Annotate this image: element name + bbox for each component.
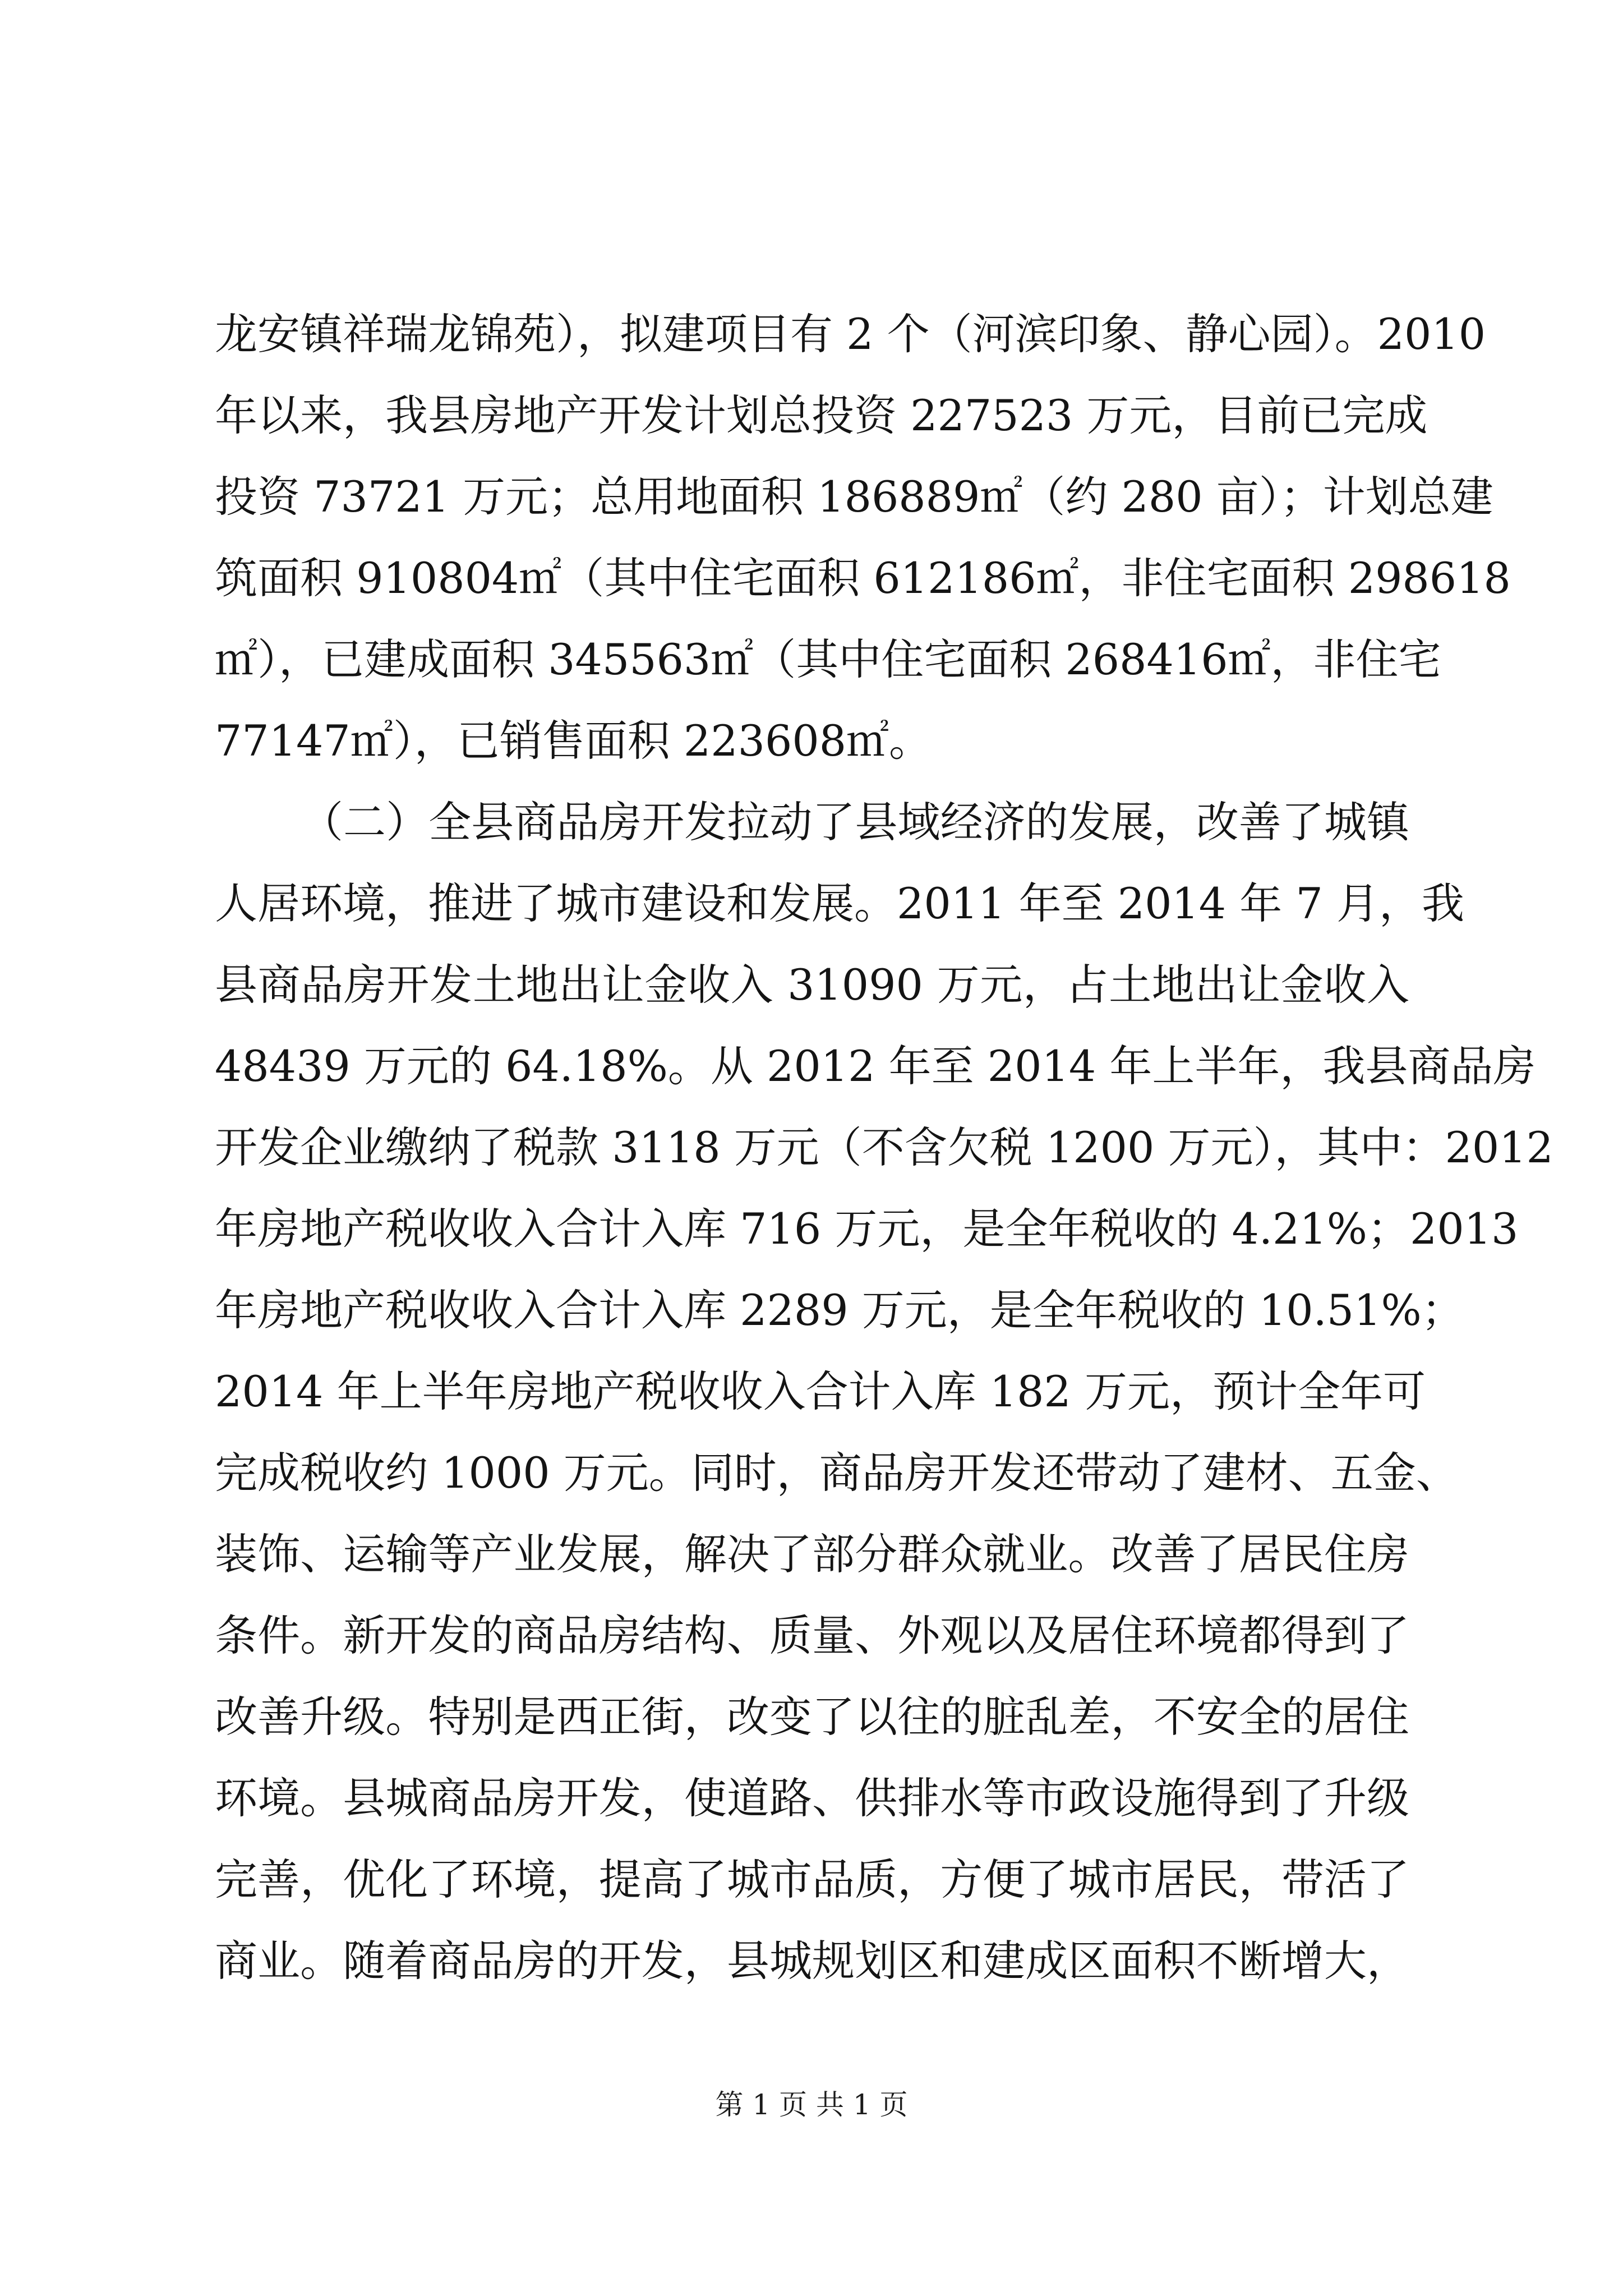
text-line-19: 环境。县城商品房开发，使道路、供排水等市政设施得到了升级 (215, 1773, 1409, 1823)
text-line-13: 年房地产税收收入合计入库 2289 万元，是全年税收的 10.51%； (215, 1285, 1464, 1335)
text-line-11: 开发企业缴纳了税款 3118 万元（不含欠税 1200 万元），其中：2012 (215, 1122, 1553, 1172)
text-line-9: 县商品房开发土地出让金收入 31090 万元，占土地出让金收入 (215, 960, 1409, 1010)
text-line-10: 48439 万元的 64.18%。从 2012 年至 2014 年上半年，我县商品房 (215, 1041, 1536, 1091)
text-line-4: 筑面积 910804㎡（其中住宅面积 612186㎡，非住宅面积 298618 (215, 553, 1511, 603)
paragraph-2-first-line: （二）全县商品房开发拉动了县域经济的发展，改善了城镇 (301, 797, 1409, 847)
text-line-16: 装饰、运输等产业发展，解决了部分群众就业。改善了居民住房 (215, 1529, 1409, 1579)
text-line-1: 龙安镇祥瑞龙锦苑），拟建项目有 2 个（河滨印象、静心园）。2010 (215, 309, 1486, 359)
text-line-18: 改善升级。特别是西正街，改变了以往的脏乱差，不安全的居住 (215, 1692, 1409, 1742)
text-line-17: 条件。新开发的商品房结构、质量、外观以及居住环境都得到了 (215, 1611, 1409, 1660)
text-line-3: 投资 73721 万元；总用地面积 186889㎡（约 280 亩）；计划总建 (215, 472, 1493, 522)
text-line-2: 年以来，我县房地产开发计划总投资 227523 万元，目前已完成 (215, 390, 1428, 440)
text-line-8: 人居环境，推进了城市建设和发展。2011 年至 2014 年 7 月，我 (215, 878, 1464, 928)
text-line-6: 77147㎡），已销售面积 223608㎡。 (215, 716, 932, 766)
text-line-15: 完成税收约 1000 万元。同时，商品房开发还带动了建材、五金、 (215, 1448, 1459, 1498)
text-line-21: 商业。随着商品房的开发，县城规划区和建成区面积不断增大， (215, 1936, 1409, 1986)
text-line-5: ㎡），已建成面积 345563㎡（其中住宅面积 268416㎡，非住宅 (215, 634, 1441, 684)
page-footer: 第 1 页 共 1 页 (715, 2088, 908, 2121)
text-line-20: 完善，优化了环境，提高了城市品质，方便了城市居民，带活了 (215, 1855, 1409, 1904)
text-line-14: 2014 年上半年房地产税收收入合计入库 182 万元，预计全年可 (215, 1366, 1426, 1416)
text-line-12: 年房地产税收收入合计入库 716 万元，是全年税收的 4.21%；2013 (215, 1204, 1519, 1254)
